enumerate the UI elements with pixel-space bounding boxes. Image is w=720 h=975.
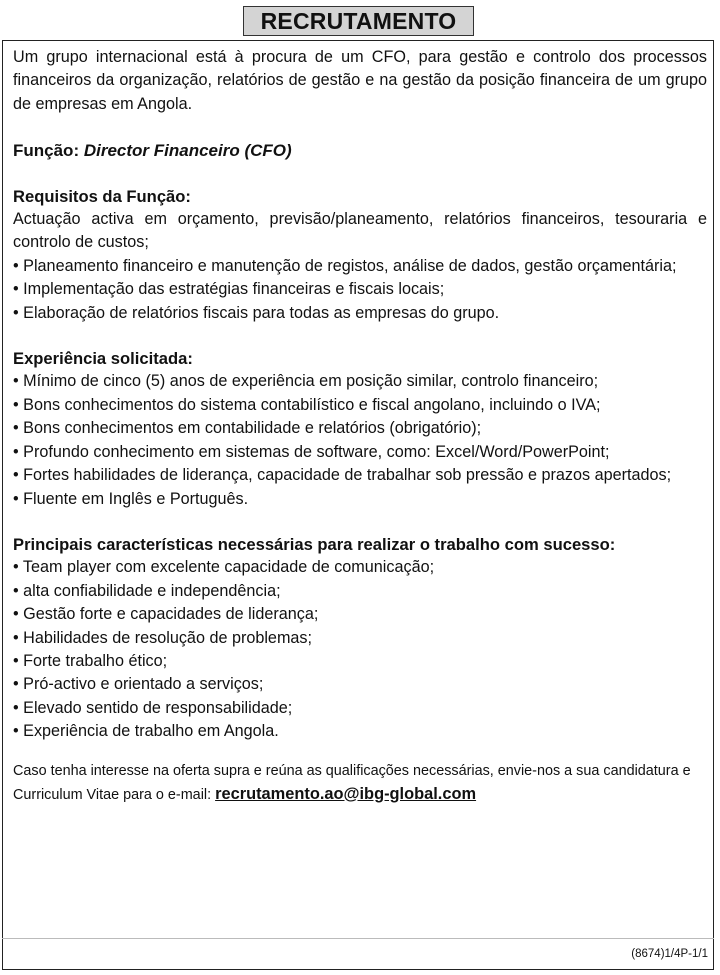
- ad-title: RECRUTAMENTO: [243, 6, 474, 36]
- list-item: • Experiência de trabalho em Angola.: [13, 722, 279, 741]
- list-item: • Fortes habilidades de liderança, capacidade de trabalhar sob pressão e prazos apertados;: [13, 466, 672, 485]
- list-item: • Habilidades de resolução de problemas;: [13, 628, 313, 647]
- requirements-heading: Requisitos da Função:: [13, 186, 191, 206]
- intro-paragraph: Um grupo internacional está à procura de um CFO, para gestão e controlo dos processos financeiros da organização, relatórios de gestão e na gestão da posição financeira de um grupo de empresas em Angola.: [13, 48, 707, 113]
- characteristics-heading: Principais características necessárias para realizar o trabalho com sucesso:: [13, 534, 616, 554]
- list-item: • Bons conhecimentos do sistema contabilístico e fiscal angolano, incluindo o IVA;: [13, 395, 601, 414]
- list-item: • Gestão forte e capacidades de liderança;: [13, 605, 319, 624]
- ad-content: [13, 46, 707, 807]
- list-item: • Forte trabalho ético;: [13, 651, 168, 670]
- job-function-label: Função:: [13, 141, 84, 161]
- list-item: • Bons conhecimentos em contabilidade e relatórios (obrigatório);: [13, 419, 482, 438]
- list-item: • Implementação das estratégias financeiras e fiscais locais;: [13, 280, 445, 299]
- list-item: • Elevado sentido de responsabilidade;: [13, 698, 293, 717]
- closing-paragraph: [13, 760, 707, 807]
- contact-email[interactable]: recrutamento.ao@ibg-global.com: [215, 784, 477, 803]
- list-item: • Mínimo de cinco (5) anos de experiência em posição similar, controlo financeiro;: [13, 372, 599, 391]
- experience-heading: Experiência solicitada:: [13, 349, 193, 369]
- list-item: • Elaboração de relatórios fiscais para todas as empresas do grupo.: [13, 303, 500, 322]
- list-item: • Profundo conhecimento em sistemas de software, como: Excel/Word/PowerPoint;: [13, 442, 610, 461]
- job-function: [13, 139, 707, 162]
- ad-reference: (8674)1/4P-1/1: [631, 948, 708, 960]
- list-item: • alta confiabilidade e independência;: [13, 581, 281, 600]
- list-item: • Pró-activo e orientado a serviços;: [13, 675, 264, 694]
- closing-text: Caso tenha interesse na oferta supra e reúna as qualificações necessárias, envie-nos a sua candidatura e Curriculum Vitae para o e-mail:: [13, 762, 691, 803]
- list-item: • Planeamento financeiro e manutenção de registos, análise de dados, gestão orçamentária;: [13, 256, 677, 275]
- footer-divider: [2, 938, 714, 939]
- list-item: Actuação activa em orçamento, previsão/planeamento, relatórios financeiros, tesouraria e controlo de custos;: [13, 210, 707, 252]
- list-item: • Fluente em Inglês e Português.: [13, 489, 249, 508]
- list-item: • Team player com excelente capacidade de comunicação;: [13, 558, 435, 577]
- job-function-value: Director Financeiro (CFO): [83, 141, 292, 161]
